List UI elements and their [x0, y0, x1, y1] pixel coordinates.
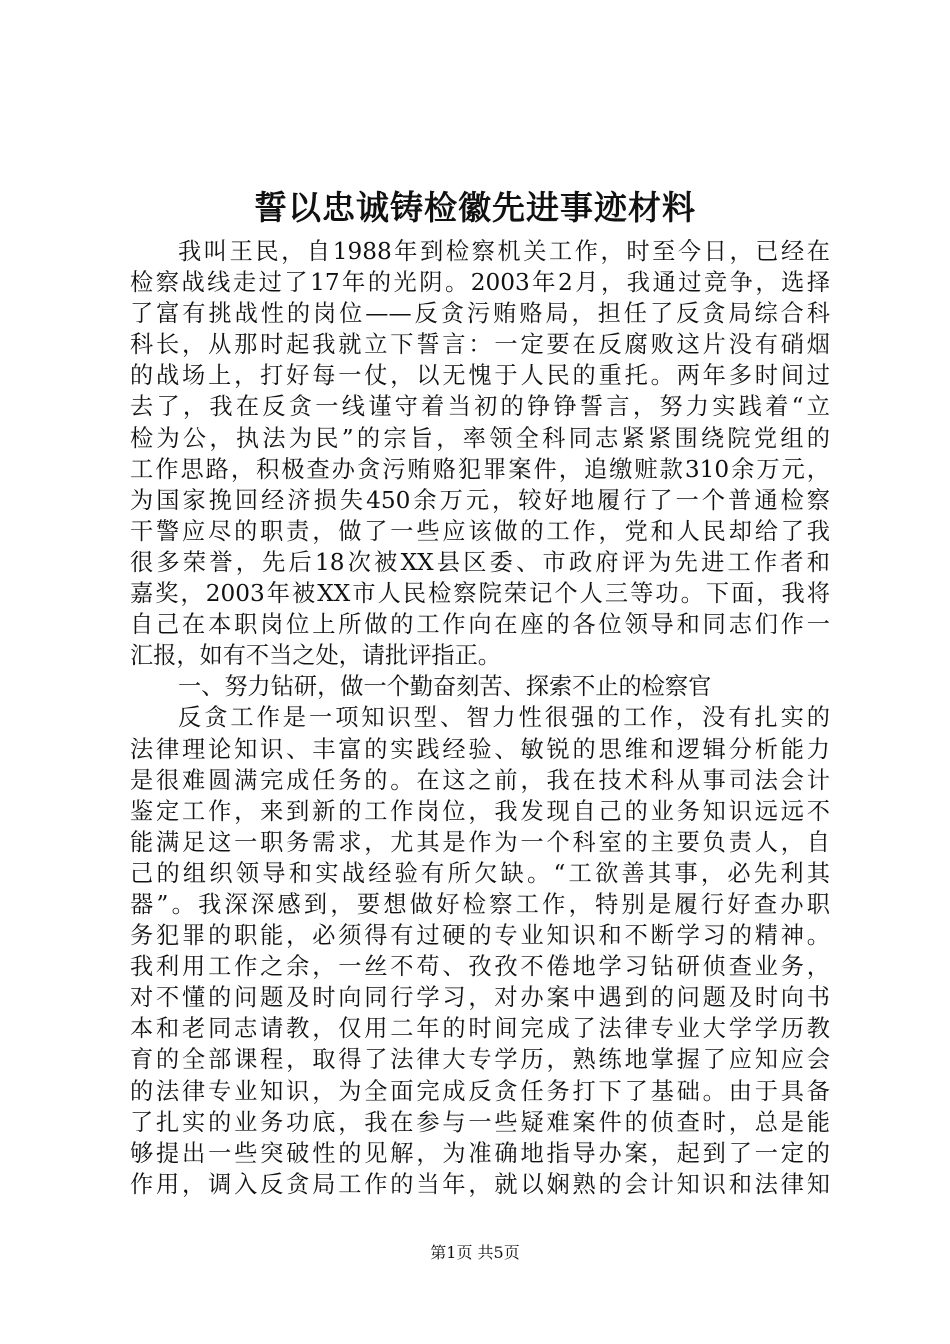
text-line: 为国家挽回经济损失450余万元，较好地履行了一个普通检察 — [130, 486, 830, 514]
text-line: 能满足这一职务需求，尤其是作为一个科室的主要负责人，自 — [130, 828, 830, 856]
text-line: 的战场上，打好每一仗，以无愧于人民的重托。两年多时间过 — [130, 362, 830, 390]
text-line: 法律理论知识、丰富的实践经验、敏锐的思维和逻辑分析能力 — [130, 735, 830, 763]
text-line: 科长，从那时起我就立下誓言：一定要在反腐败这片没有硝烟 — [130, 331, 830, 359]
text-line: 作用，调入反贪局工作的当年，就以娴熟的会计知识和法律知 — [130, 1170, 830, 1198]
text-line: 检为公，执法为民”的宗旨，率领全科同志紧紧围绕院党组的 — [130, 424, 830, 452]
text-line: 工作思路，积极查办贪污贿赂犯罪案件，追缴赃款310余万元， — [130, 455, 830, 483]
text-line: 汇报，如有不当之处，请批评指正。 — [130, 642, 501, 670]
page-title: 誓以忠诚铸检徽先进事迹材料 — [254, 188, 696, 227]
text-line: 育的全部课程，取得了法律大专学历，熟练地掌握了应知应会 — [130, 1046, 830, 1074]
page-footer: 第1页 共5页 — [430, 1243, 520, 1262]
document-body — [130, 236, 830, 1200]
text-line: 检察战线走过了17年的光阴。2003年2月，我通过竞争，选择 — [130, 269, 831, 297]
text-line: 自己在本职岗位上所做的工作向在座的各位领导和同志们作一 — [130, 611, 830, 639]
text-line: 是很难圆满完成任务的。在这之前，我在技术科从事司法会计 — [130, 766, 830, 794]
text-line: 反贪工作是一项知识型、智力性很强的工作，没有扎实的 — [178, 704, 830, 732]
text-line: 器”。我深深感到，要想做好检察工作，特别是履行好查办职 — [130, 890, 830, 918]
text-line: 我利用工作之余，一丝不苟、孜孜不倦地学习钻研侦查业务， — [130, 953, 830, 981]
text-line: 对不懂的问题及时向同行学习，对办案中遇到的问题及时向书 — [130, 984, 830, 1012]
text-line: 己的组织领导和实战经验有所欠缺。“工欲善其事，必先利其 — [130, 859, 830, 887]
text-line: 了富有挑战性的岗位——反贪污贿赂局，担任了反贪局综合科 — [130, 300, 830, 328]
text-line: 一、努力钻研，做一个勤奋刻苦、探索不止的检察官 — [178, 673, 712, 701]
text-line: 的法律专业知识，为全面完成反贪任务打下了基础。由于具备 — [130, 1077, 830, 1105]
text-line: 我叫王民，自1988年到检察机关工作，时至今日，已经在 — [178, 238, 830, 265]
text-line: 了扎实的业务功底，我在参与一些疑难案件的侦查时，总是能 — [130, 1108, 830, 1136]
text-line: 务犯罪的职能，必须得有过硬的专业知识和不断学习的精神。 — [130, 922, 830, 950]
text-line: 去了，我在反贪一线谨守着当初的铮铮誓言，努力实践着“立 — [130, 393, 830, 421]
text-line: 本和老同志请教，仅用二年的时间完成了法律专业大学学历教 — [130, 1015, 830, 1043]
text-line: 够提出一些突破性的见解，为准确地指导办案，起到了一定的 — [130, 1139, 830, 1167]
text-line: 干警应尽的职责，做了一些应该做的工作，党和人民却给了我 — [130, 517, 830, 545]
text-line: 鉴定工作，来到新的工作岗位，我发现自己的业务知识远远不 — [130, 797, 830, 825]
text-line: 嘉奖，2003年被XX市人民检察院荣记个人三等功。下面，我将 — [130, 580, 830, 608]
text-line: 很多荣誉，先后18次被XX县区委、市政府评为先进工作者和 — [130, 548, 830, 576]
